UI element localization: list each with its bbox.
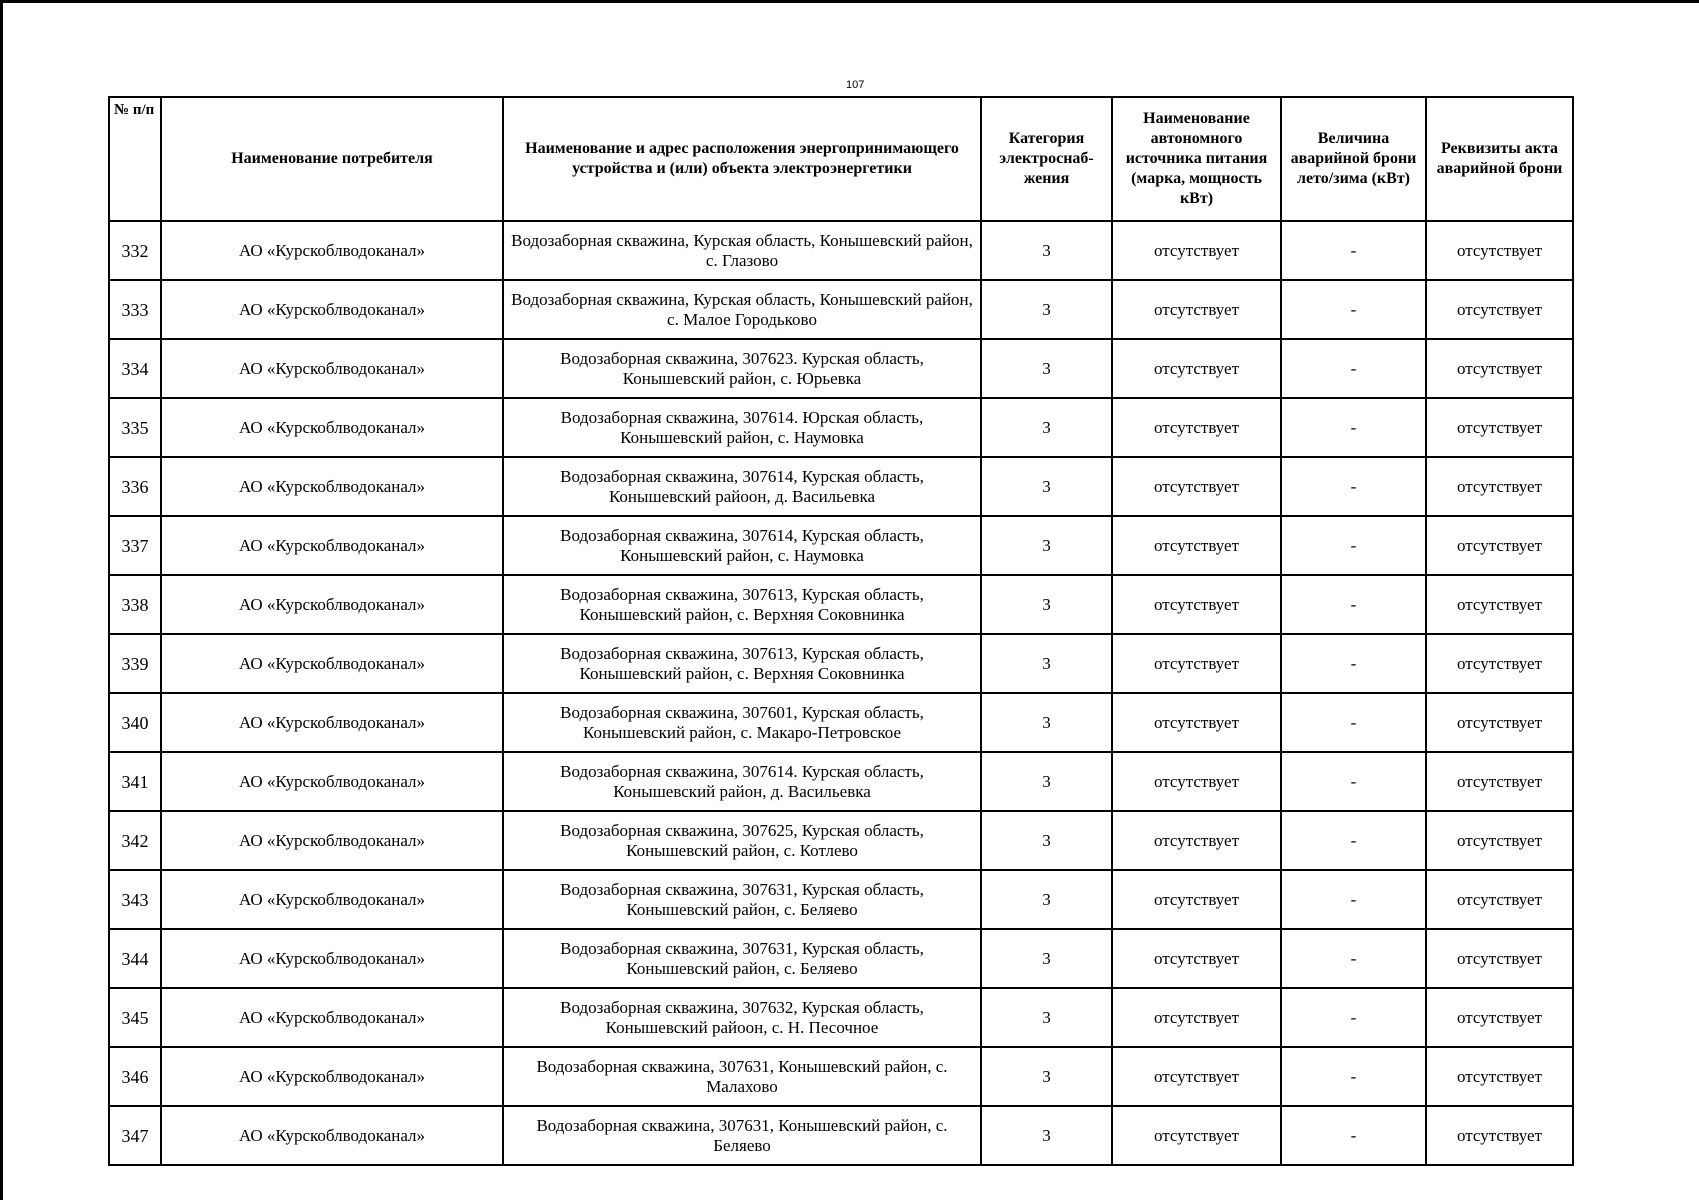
row-num: 339 [109, 634, 161, 693]
row-num: 337 [109, 516, 161, 575]
header-category: Категория электроснаб-жения [981, 97, 1112, 221]
row-category: 3 [981, 1106, 1112, 1165]
row-power-source: отсутствует [1112, 1106, 1281, 1165]
row-reserve: - [1281, 575, 1426, 634]
row-power-source: отсутствует [1112, 870, 1281, 929]
row-consumer: АО «Курскоблводоканал» [161, 516, 503, 575]
row-category: 3 [981, 280, 1112, 339]
row-consumer: АО «Курскоблводоканал» [161, 221, 503, 280]
row-power-source: отсутствует [1112, 398, 1281, 457]
table-row [109, 752, 1573, 811]
row-object: Водозаборная скважина, 307631, Курская область, Конышевский район, с. Беляево [503, 870, 981, 929]
row-category: 3 [981, 339, 1112, 398]
row-consumer: АО «Курскоблводоканал» [161, 339, 503, 398]
header-consumer: Наименование потребителя [161, 97, 503, 221]
row-consumer: АО «Курскоблводоканал» [161, 1047, 503, 1106]
table-row [109, 988, 1573, 1047]
row-power-source: отсутствует [1112, 693, 1281, 752]
row-num: 343 [109, 870, 161, 929]
table-row [109, 1106, 1573, 1165]
row-act: отсутствует [1426, 1106, 1573, 1165]
table-row [109, 811, 1573, 870]
row-power-source: отсутствует [1112, 221, 1281, 280]
row-object: Водозаборная скважина, 307613, Курская область, Конышевский район, с. Верхняя Соковнинка [503, 634, 981, 693]
page-number: 107 [846, 79, 865, 91]
row-object: Водозаборная скважина, 307631, Курская область, Конышевский район, с. Беляево [503, 929, 981, 988]
row-reserve: - [1281, 988, 1426, 1047]
header-act: Реквизиты акта аварийной брони [1426, 97, 1573, 221]
table-row [109, 1047, 1573, 1106]
row-act: отсутствует [1426, 634, 1573, 693]
row-power-source: отсутствует [1112, 339, 1281, 398]
row-num: 336 [109, 457, 161, 516]
row-category: 3 [981, 693, 1112, 752]
row-num: 335 [109, 398, 161, 457]
row-consumer: АО «Курскоблводоканал» [161, 398, 503, 457]
row-consumer: АО «Курскоблводоканал» [161, 1106, 503, 1165]
row-power-source: отсутствует [1112, 811, 1281, 870]
row-act: отсутствует [1426, 280, 1573, 339]
row-consumer: АО «Курскоблводоканал» [161, 634, 503, 693]
row-power-source: отсутствует [1112, 634, 1281, 693]
row-num: 341 [109, 752, 161, 811]
row-consumer: АО «Курскоблводоканал» [161, 575, 503, 634]
row-category: 3 [981, 221, 1112, 280]
row-act: отсутствует [1426, 457, 1573, 516]
row-object: Водозаборная скважина, 307614, Курская область, Конышевский район, с. Наумовка [503, 516, 981, 575]
table-row [109, 693, 1573, 752]
row-object: Водозаборная скважина, 307623. Курская область, Конышевский район, с. Юрьевка [503, 339, 981, 398]
row-power-source: отсутствует [1112, 457, 1281, 516]
table-header-row [109, 97, 1573, 221]
row-power-source: отсутствует [1112, 1047, 1281, 1106]
row-category: 3 [981, 398, 1112, 457]
row-num: 338 [109, 575, 161, 634]
row-reserve: - [1281, 1106, 1426, 1165]
row-category: 3 [981, 634, 1112, 693]
row-object: Водозаборная скважина, 307614, Курская область, Конышевский райоон, д. Васильевка [503, 457, 981, 516]
row-act: отсутствует [1426, 811, 1573, 870]
row-category: 3 [981, 1047, 1112, 1106]
row-num: 347 [109, 1106, 161, 1165]
row-act: отсутствует [1426, 752, 1573, 811]
row-power-source: отсутствует [1112, 280, 1281, 339]
row-num: 340 [109, 693, 161, 752]
row-object: Водозаборная скважина, 307625, Курская область, Конышевский район, с. Котлево [503, 811, 981, 870]
table-row [109, 516, 1573, 575]
row-category: 3 [981, 516, 1112, 575]
row-act: отсутствует [1426, 870, 1573, 929]
row-act: отсутствует [1426, 1047, 1573, 1106]
row-object: Водозаборная скважина, Курская область, Конышевский район, с. Глазово [503, 221, 981, 280]
row-category: 3 [981, 988, 1112, 1047]
row-reserve: - [1281, 221, 1426, 280]
row-reserve: - [1281, 516, 1426, 575]
row-reserve: - [1281, 870, 1426, 929]
table-row [109, 339, 1573, 398]
row-reserve: - [1281, 457, 1426, 516]
row-num: 345 [109, 988, 161, 1047]
row-object: Водозаборная скважина, 307632, Курская область, Конышевский райоон, с. Н. Песочное [503, 988, 981, 1047]
table-row [109, 398, 1573, 457]
scan-border-top [0, 0, 1699, 3]
row-num: 346 [109, 1047, 161, 1106]
row-object: Водозаборная скважина, 307601, Курская область, Конышевский район, с. Макаро-Петровское [503, 693, 981, 752]
row-reserve: - [1281, 929, 1426, 988]
row-consumer: АО «Курскоблводоканал» [161, 752, 503, 811]
row-num: 333 [109, 280, 161, 339]
header-object: Наименование и адрес расположения энергопринимающего устройства и (или) объекта электроэнергетики [503, 97, 981, 221]
row-reserve: - [1281, 398, 1426, 457]
row-act: отсутствует [1426, 339, 1573, 398]
row-reserve: - [1281, 280, 1426, 339]
row-consumer: АО «Курскоблводоканал» [161, 929, 503, 988]
table-row [109, 280, 1573, 339]
row-category: 3 [981, 575, 1112, 634]
row-object: Водозаборная скважина, 307631, Конышевский район, с. Беляево [503, 1106, 981, 1165]
row-act: отсутствует [1426, 398, 1573, 457]
row-act: отсутствует [1426, 693, 1573, 752]
row-reserve: - [1281, 634, 1426, 693]
row-power-source: отсутствует [1112, 516, 1281, 575]
row-category: 3 [981, 752, 1112, 811]
table-row [109, 634, 1573, 693]
row-power-source: отсутствует [1112, 988, 1281, 1047]
row-object: Водозаборная скважина, 307631, Конышевский район, с. Малахово [503, 1047, 981, 1106]
row-object: Водозаборная скважина, 307614. Курская область, Конышевский район, д. Васильевка [503, 752, 981, 811]
scan-border-left [0, 0, 3, 1200]
consumer-registry-table [108, 96, 1574, 1166]
row-object: Водозаборная скважина, 307614. Юрская область, Конышевский район, с. Наумовка [503, 398, 981, 457]
row-consumer: АО «Курскоблводоканал» [161, 811, 503, 870]
row-num: 334 [109, 339, 161, 398]
row-act: отсутствует [1426, 221, 1573, 280]
row-power-source: отсутствует [1112, 575, 1281, 634]
table-row [109, 575, 1573, 634]
row-category: 3 [981, 457, 1112, 516]
row-category: 3 [981, 929, 1112, 988]
row-consumer: АО «Курскоблводоканал» [161, 870, 503, 929]
row-power-source: отсутствует [1112, 929, 1281, 988]
table-row [109, 221, 1573, 280]
row-reserve: - [1281, 752, 1426, 811]
row-consumer: АО «Курскоблводоканал» [161, 693, 503, 752]
row-reserve: - [1281, 1047, 1426, 1106]
row-num: 332 [109, 221, 161, 280]
row-category: 3 [981, 811, 1112, 870]
row-act: отсутствует [1426, 516, 1573, 575]
row-act: отсутствует [1426, 929, 1573, 988]
row-num: 342 [109, 811, 161, 870]
header-num: № п/п [109, 97, 161, 221]
row-act: отсутствует [1426, 575, 1573, 634]
row-reserve: - [1281, 339, 1426, 398]
row-reserve: - [1281, 693, 1426, 752]
row-num: 344 [109, 929, 161, 988]
table-row [109, 929, 1573, 988]
row-category: 3 [981, 870, 1112, 929]
row-object: Водозаборная скважина, 307613, Курская область, Конышевский район, с. Верхняя Соковнинка [503, 575, 981, 634]
row-power-source: отсутствует [1112, 752, 1281, 811]
row-consumer: АО «Курскоблводоканал» [161, 280, 503, 339]
row-consumer: АО «Курскоблводоканал» [161, 988, 503, 1047]
row-consumer: АО «Курскоблводоканал» [161, 457, 503, 516]
table-row [109, 457, 1573, 516]
header-power-source: Наименование автономного источника питания (марка, мощность кВт) [1112, 97, 1281, 221]
row-object: Водозаборная скважина, Курская область, Конышевский район, с. Малое Городьково [503, 280, 981, 339]
row-act: отсутствует [1426, 988, 1573, 1047]
header-reserve: Величина аварийной брони лето/зима (кВт) [1281, 97, 1426, 221]
row-reserve: - [1281, 811, 1426, 870]
table-row [109, 870, 1573, 929]
